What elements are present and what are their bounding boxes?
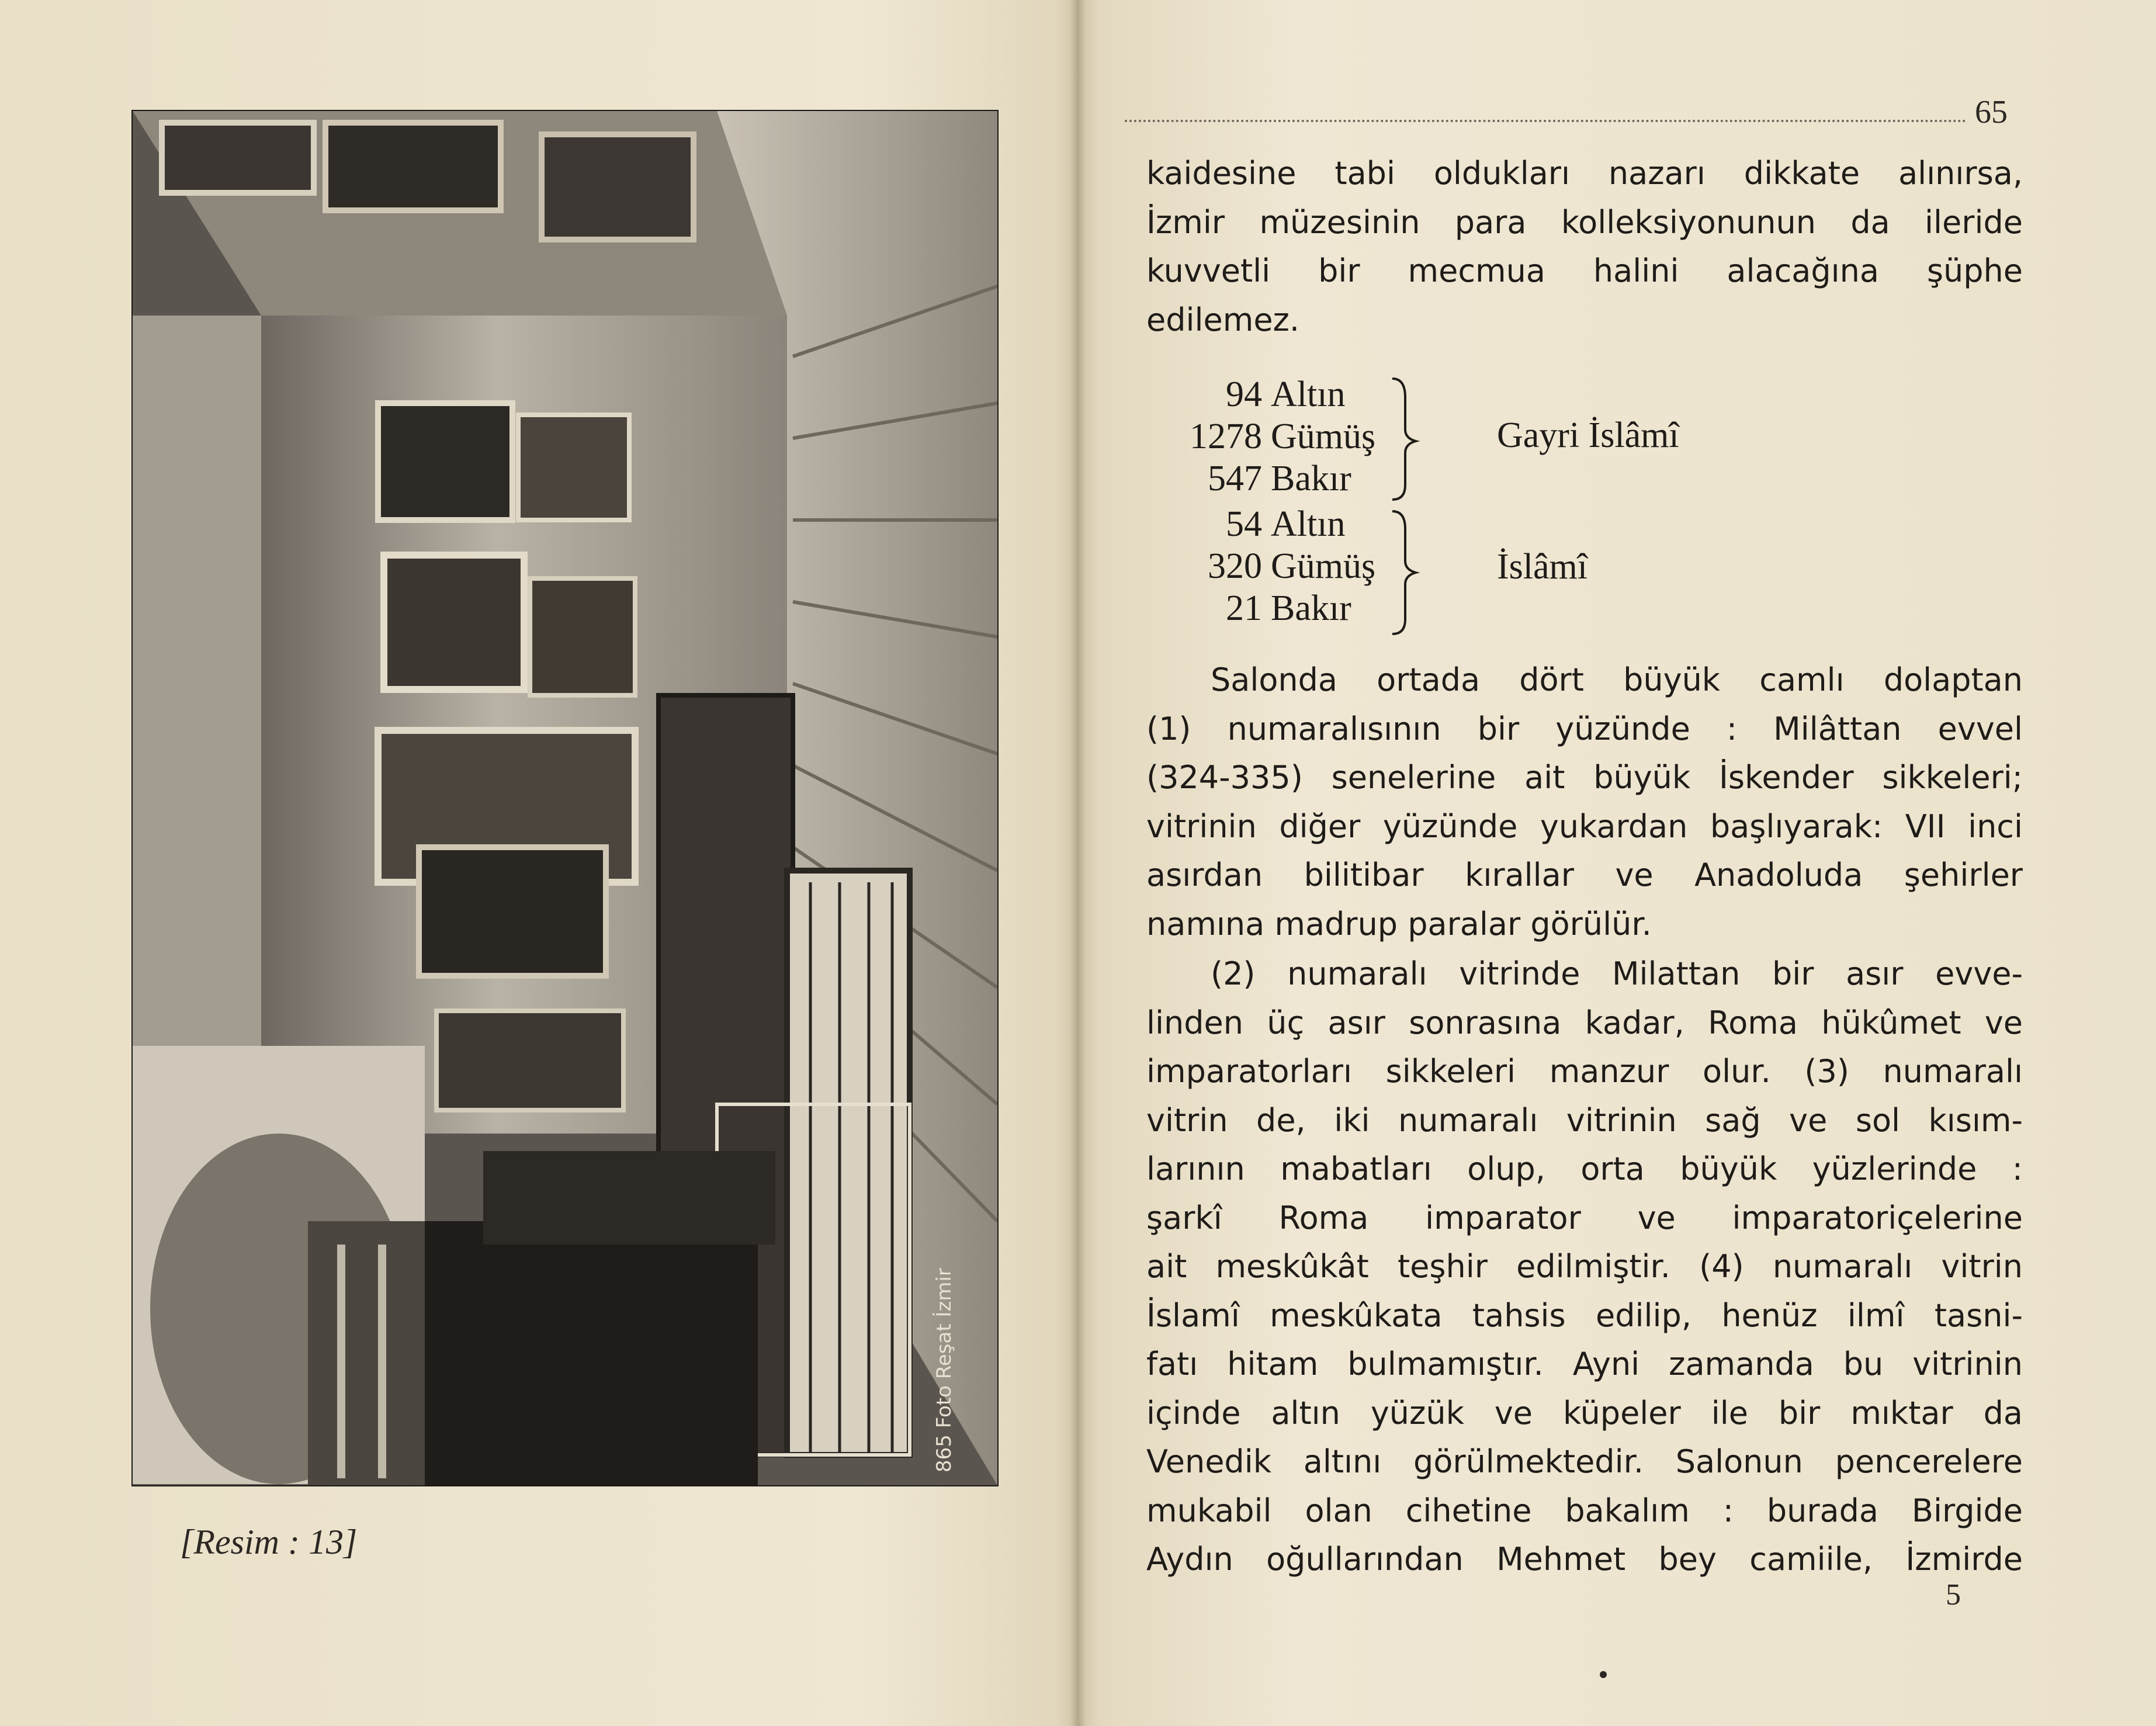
text-line: İslamî meskûkata tahsis edilip, henüz ilmî tasni- [1146,1297,2023,1334]
text-line: içinde altın yüzük ve küpeler ile bir mıktar da [1146,1394,2023,1432]
coin-count: 54 [1226,504,1262,544]
coin-count: 21 [1226,588,1262,628]
paragraph-2 [1146,949,2023,1584]
book-gutter [1070,0,1086,1726]
text-line: larının mabatları olup, orta büyük yüzlerinde : [1146,1150,2023,1187]
coin-count: 1278 [1190,417,1262,456]
text-line: ait meskûkât teşhir edilmiştir. (4) numaralı vitrin [1146,1248,2023,1285]
text-line: Salonda ortada dört büyük camlı dolaptan [1211,661,2023,698]
text-line: şarkî Roma imparator ve imparatoriçelerine [1146,1199,2023,1236]
group-braces [1388,374,1423,649]
text-line: (1) numaralısının bir yüzünde : Milâttan evvel [1146,710,2023,747]
text-line: asırdan bilitibar kırallar ve Anadoluda şehirler [1146,857,2023,893]
text-line: fatı hitam bulmamıştır. Ayni zamanda bu vitrinin [1146,1346,2023,1382]
group-label-islamic: İslâmî [1497,547,1587,587]
photo-inscription: 865 Foto Reşat İzmir [933,1268,956,1472]
intro-paragraph [1146,149,2023,344]
coin-metal: Gümüş [1271,546,1376,586]
coin-count-table [1145,374,2022,643]
coin-metal: Altın [1271,375,1346,414]
coin-row [1145,374,2022,416]
text-line: imparatorları sikkeleri manzur olur. (3) numaralı [1146,1053,2023,1090]
brace-non-islamic [1392,379,1416,500]
photo-drawing [133,111,997,1485]
header-dotted-rule [1125,120,1966,122]
signature-mark: 5 [1946,1578,1961,1611]
coin-metal: Bakır [1271,459,1351,498]
text-line: mukabil olan cihetine bakalım : burada Birgide [1146,1492,2023,1529]
photo-caption: [Resim : 13] [180,1523,358,1561]
text-line: kuvvetli bir mecmua halini alacağına şüphe [1146,252,2023,289]
text-line: linden üç asır sonrasına kadar, Roma hükûmet ve [1146,1004,2023,1041]
coin-count: 320 [1208,546,1262,586]
coin-metal: Altın [1271,504,1346,544]
coin-count: 547 [1208,459,1262,498]
coin-metal: Bakır [1271,588,1351,628]
text-line: vitrinin diğer yüzünde yukardan başlıyarak: VII inci [1146,807,2023,845]
coin-row [1145,588,2022,630]
paragraph-1 [1146,656,2023,948]
text-line: (324-335) senelerine ait büyük İskender sikkeleri; [1146,759,2023,796]
coin-metal: Gümüş [1271,417,1376,456]
text-line: kaidesine tabi oldukları nazarı dikkate alınırsa, [1146,155,2023,192]
group-label-non-islamic: Gayri İslâmî [1497,415,1679,455]
coin-count: 94 [1226,375,1262,414]
page-number: 65 [1975,94,2008,130]
brace-islamic [1392,511,1416,634]
ink-dot [1600,1671,1607,1678]
coin-row [1145,504,2022,546]
text-line: Aydın oğullarından Mehmet bey camiile, İzmirde [1146,1541,2023,1578]
text-line: vitrin de, iki numaralı vitrinin sağ ve sol kısım- [1146,1101,2023,1139]
text-line: İzmir müzesinin para kolleksiyonunun da ileride [1146,203,2023,241]
text-line: namına madrup paralar görülür. [1146,905,1652,942]
museum-hall-photograph [131,110,999,1486]
text-line: Venedik altını görülmektedir. Salonun pencerelere [1146,1443,2023,1480]
text-line: edilemez. [1146,301,1300,338]
coin-row [1145,458,2022,500]
text-line: (2) numaralı vitrinde Milattan bir asır evve- [1211,955,2023,992]
